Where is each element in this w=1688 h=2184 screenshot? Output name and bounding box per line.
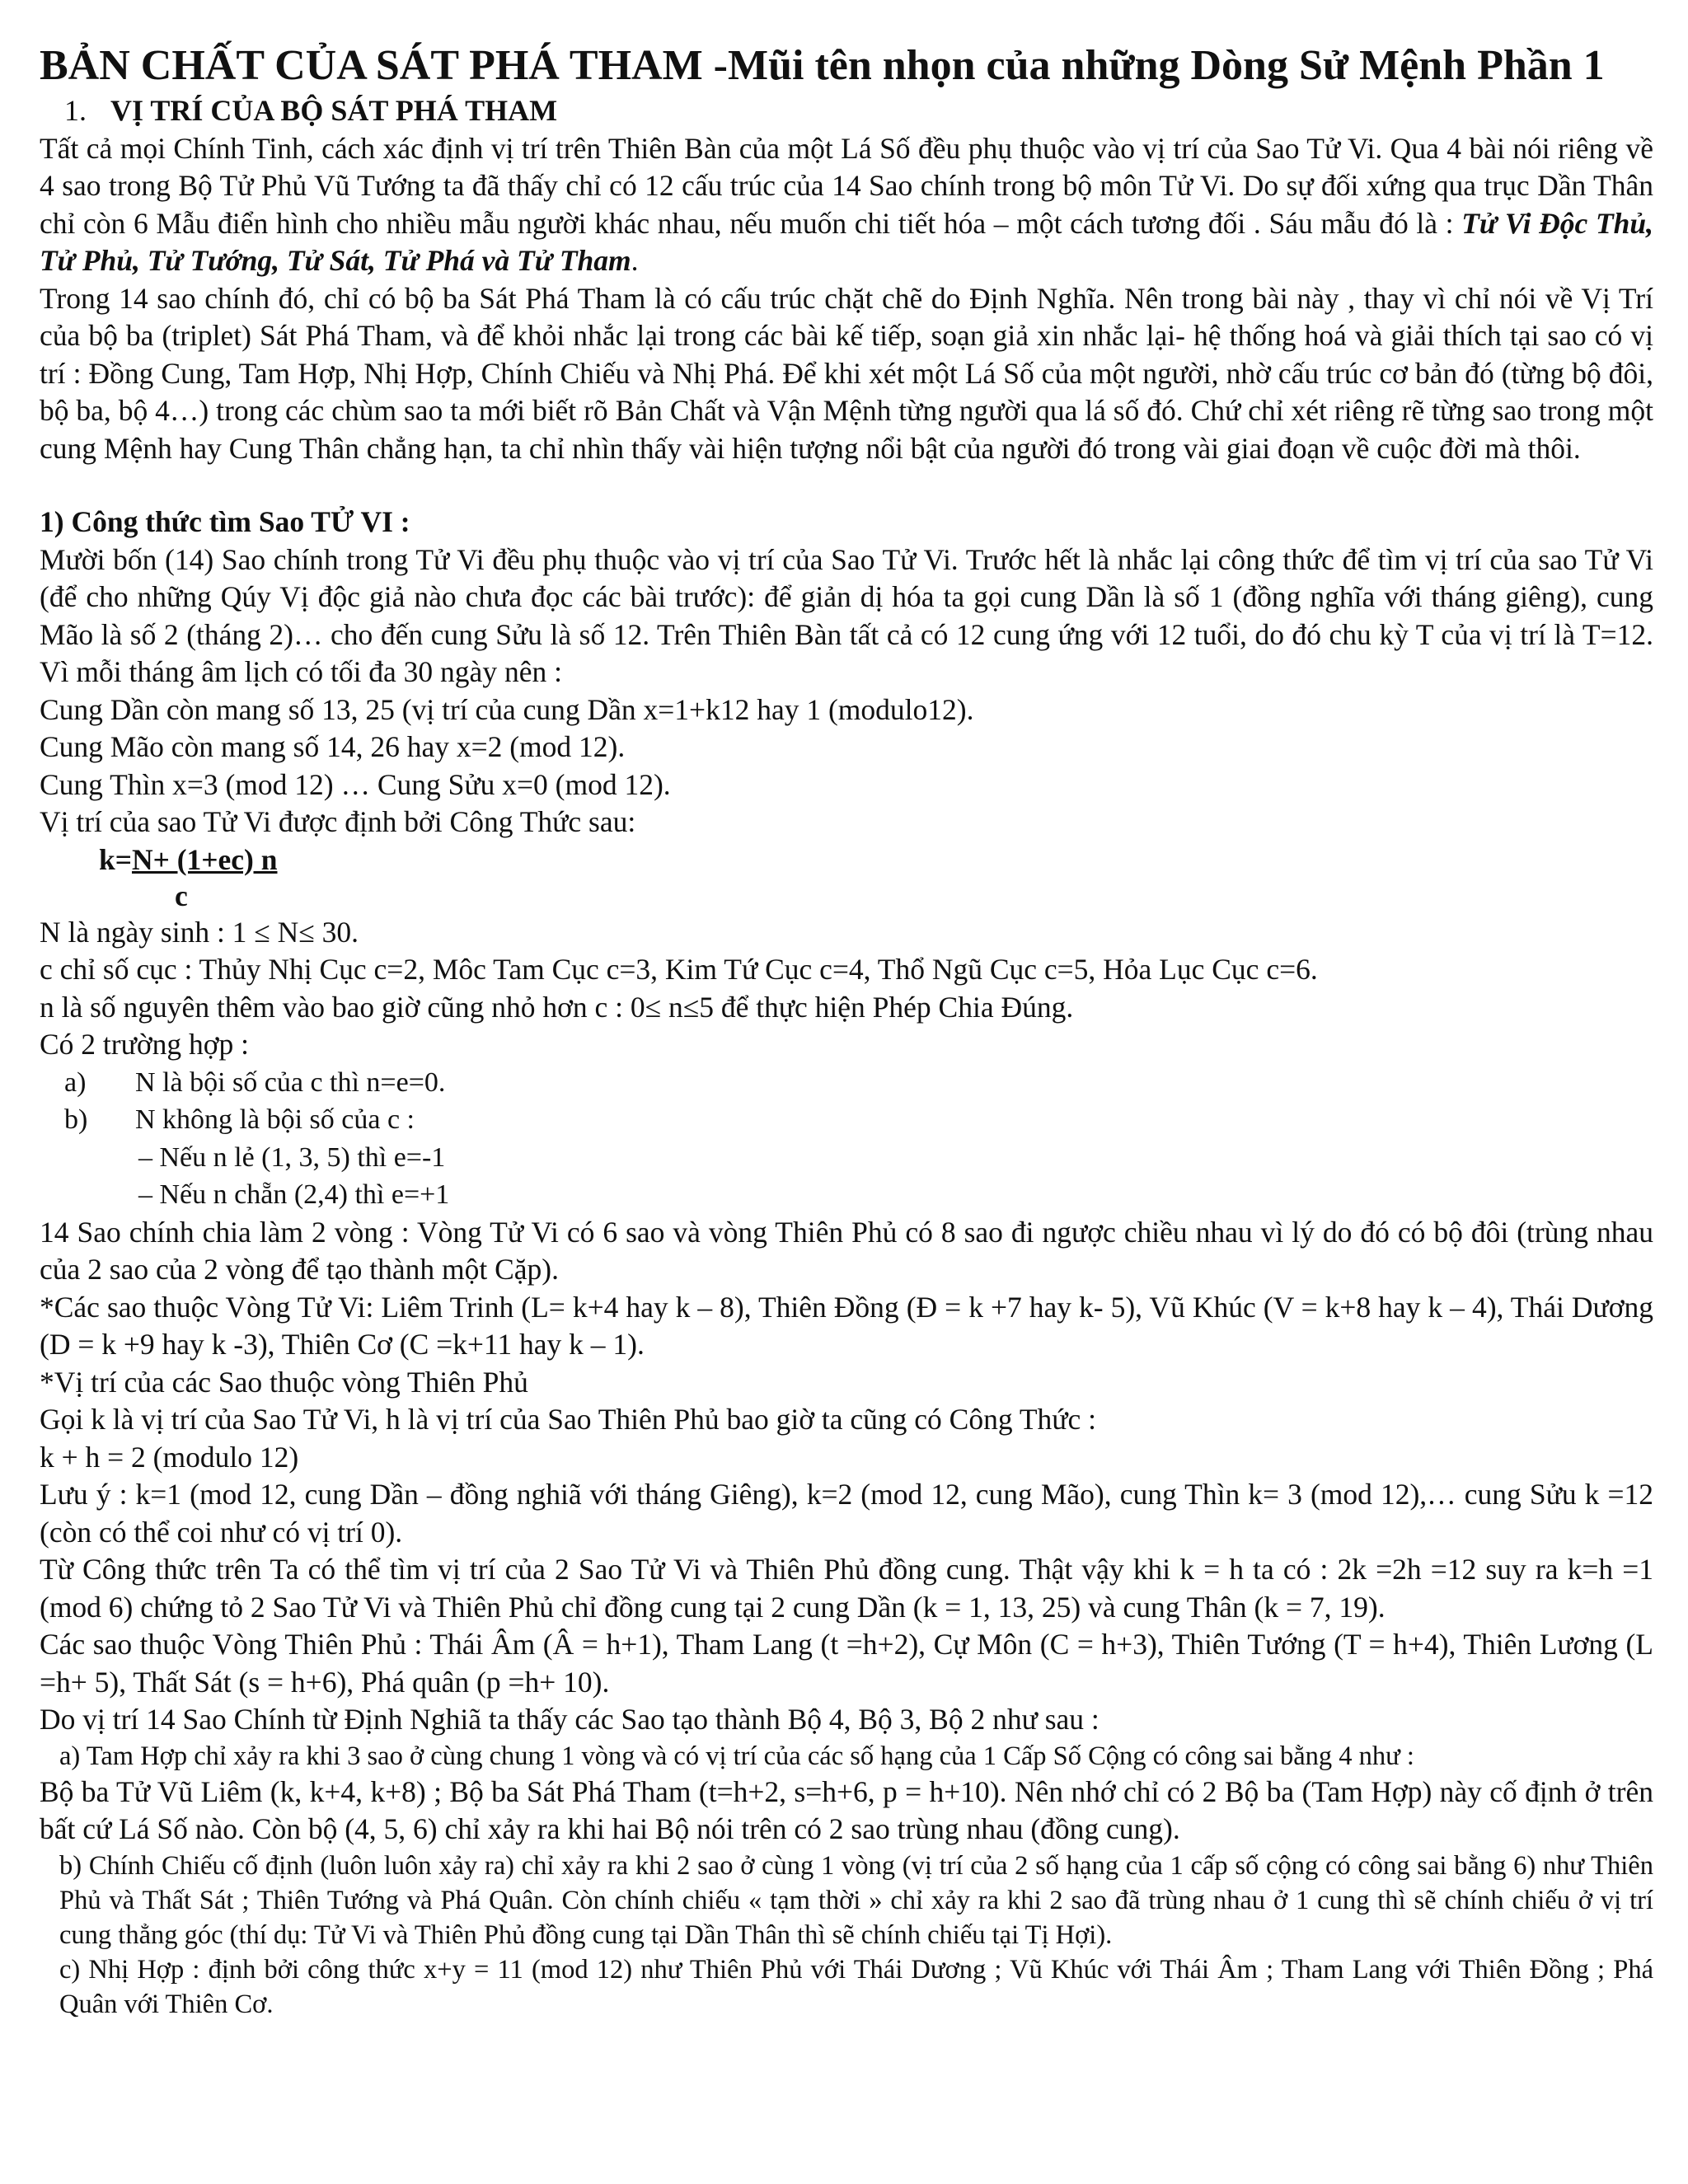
case-b-text: N không là bội số của c : bbox=[135, 1104, 415, 1135]
line-formula-lead: Vị trí của sao Tử Vi được định bởi Công Thức sau: bbox=[40, 805, 636, 838]
paragraph-luu-y: Lưu ý : k=1 (mod 12, cung Dần – đồng nghiã với tháng Giêng), k=2 (mod 12, cung Mão), cung Thìn k= 3 (mod 12),… cung Sửu k =12 (còn có thể coi như có vị trí 0). bbox=[40, 1478, 1653, 1549]
formula-numerator: N+ (1+ec) n bbox=[131, 842, 278, 876]
case-a-label: a) bbox=[64, 1066, 87, 1098]
formula-denominator: c bbox=[175, 879, 188, 912]
paragraph-thien-phu-stars: Các sao thuộc Vòng Thiên Phủ : Thái Âm (Â = h+1), Tham Lang (t =h+2), Cự Môn (C = h+3), Thiên Tướng (T = h+4), Thiên Lương (L =h+ 5), Thất Sát (s = h+6), Phá quân (p =h+ 10). bbox=[40, 1628, 1653, 1699]
line-so-nguyen: n là số nguyên thêm vào bao giờ cũng nhỏ hơn c : 0≤ n≤5 để thực hiện Phép Chia Đúng. bbox=[40, 990, 1074, 1024]
section-heading-text: VỊ TRÍ CỦA BỘ SÁT PHÁ THAM bbox=[110, 94, 558, 127]
line-k-plus-h: k + h = 2 (modulo 12) bbox=[40, 1440, 299, 1474]
case-b-odd: – Nếu n lẻ (1, 3, 5) thì e=-1 bbox=[138, 1141, 446, 1173]
paragraph-two-rings: 14 Sao chính chia làm 2 vòng : Vòng Tử Vi có 6 sao và vòng Thiên Phủ có 8 sao đi ngược chiều nhau vì lý do đó có bộ đôi (trùng nhau của 2 sao của 2 vòng để tạo thành một Cặp). bbox=[40, 1215, 1653, 1286]
case-b bbox=[40, 1101, 1653, 1139]
line-groups: Do vị trí 14 Sao Chính từ Định Nghiã ta thấy các Sao tạo thành Bộ 4, Bộ 3, Bộ 2 như sau : bbox=[40, 1703, 1100, 1736]
paragraph-structure: Trong 14 sao chính đó, chỉ có bộ ba Sát Phá Tham là có cấu trúc chặt chẽ do Định Nghĩa. Nên trong bài này , thay vì chỉ nói về Vị Trí của bộ ba (triplet) Sát Phá Tham, và để khỏi nhắc lại trong các bài kế tiếp, soạn giả xin nhắc lại- hệ thống hoá và giải thích tại sao có vị trí : Đồng Cung, Tam Hợp, Nhị Hợp, Chính Chiếu và Nhị Phá. Để khi xét một Lá Số của một người, nhờ cấu trúc cơ bản đó (từng bộ đôi, bộ ba, bộ 4…) trong các chùm sao ta mới biết rõ Bản Chất và Vận Mệnh từng người qua lá số đó. Chứ chỉ xét riêng rẽ từng sao trong một cung Mệnh hay Cung Thân chẳng hạn, ta chỉ nhìn thấy vài hiện tượng nổi bật của người đó trong vài giai đoạn về cuộc đời mà thôi. bbox=[40, 281, 1653, 465]
line-so-cuc: c chỉ số cục : Thủy Nhị Cục c=2, Môc Tam Cục c=3, Kim Tứ Cục c=4, Thổ Ngũ Cục c=5, Hỏa Lục Cục c=6. bbox=[40, 953, 1318, 986]
item-nhi-hop: c) Nhị Hợp : định bởi công thức x+y = 11 (mod 12) như Thiên Phủ với Thái Dương ; Vũ Khúc với Thái Âm ; Tham Lang với Thiên Đồng ; Phá Quân với Thiên Cơ. bbox=[59, 1954, 1653, 2019]
line-ngay-sinh: N là ngày sinh : 1 ≤ N≤ 30. bbox=[40, 915, 359, 949]
tu-vi-formula bbox=[40, 841, 1653, 914]
six-patterns-emphasis: Tử Vi Độc Thủ, Tử Phủ, Tử Tướng, Tử Sát, Tử Phá và Tử Tham bbox=[40, 206, 1653, 277]
line-thien-phu-ring: *Vị trí của các Sao thuộc vòng Thiên Phủ bbox=[40, 1365, 528, 1399]
case-a-text: N là bội số của c thì n=e=0. bbox=[135, 1066, 446, 1098]
line-cung-mao: Cung Mão còn mang số 14, 26 hay x=2 (mod 12). bbox=[40, 730, 626, 763]
subsection-heading: 1) Công thức tìm Sao TỬ VI : bbox=[40, 505, 410, 538]
case-b-label: b) bbox=[64, 1104, 88, 1135]
line-hai-truong-hop: Có 2 trường hợp : bbox=[40, 1028, 250, 1061]
line-define-k-h: Gọi k là vị trí của Sao Tử Vi, h là vị trí của Sao Thiên Phủ bao giờ ta cũng có Công Thức : bbox=[40, 1403, 1096, 1436]
case-a bbox=[40, 1064, 1653, 1102]
paragraph-formula-intro: Mười bốn (14) Sao chính trong Tử Vi đều phụ thuộc vào vị trí của Sao Tử Vi. Trước hết là nhắc lại công thức để tìm vị trí của sao Tử Vi (để cho những Qúy Vị độc giả nào chưa đọc các bài trước): để giản dị hóa ta gọi cung Dần là số 1 (đồng nghĩa với tháng giêng), cung Mão là số 2 (tháng 2)… cho đến cung Sửu là số 12. Trên Thiên Bàn tất cả có 12 cung ứng với 12 tuổi, do đó chu kỳ T của vị trí là T=12. Vì mỗi tháng âm lịch có tối đa 30 ngày nên : bbox=[40, 542, 1653, 688]
line-cung-dan: Cung Dần còn mang số 13, 25 (vị trí của cung Dần x=1+k12 hay 1 (modulo12). bbox=[40, 692, 974, 726]
intro-end: . bbox=[631, 244, 639, 277]
line-cung-thin: Cung Thìn x=3 (mod 12) … Cung Sửu x=0 (mod 12). bbox=[40, 767, 671, 801]
intro-text: Tất cả mọi Chính Tinh, cách xác định vị trí trên Thiên Bàn của một Lá Số đều phụ thuộc vào vị trí của Sao Tử Vi. Qua 4 bài nói riêng về 4 sao trong Bộ Tử Phủ Vũ Tướng ta đã thấy chỉ có 12 cấu trúc của 14 Sao chính trong bộ môn Tử Vi. Do sự đối xứng qua trục Dần Thân chỉ còn 6 Mẫu điển hình cho nhiều mẫu người khác nhau, nếu muốn chi tiết hóa – một cách tương đối . Sáu mẫu đó là : bbox=[40, 131, 1653, 240]
item-chinh-chieu: b) Chính Chiếu cố định (luôn luôn xảy ra) chỉ xảy ra khi 2 sao ở cùng 1 vòng (vị trí của 2 số hạng của 1 cấp số cộng có công sai bằng 6) như Thiên Phủ và Thất Sát ; Thiên Tướng và Phá Quân. Còn chính chiếu « tạm thời » chỉ xảy ra khi 2 sao đã trùng nhau ở 1 cung thì sẽ chính chiếu ở vị trí cung thẳng góc (thí dụ: Tử Vi và Thiên Phủ đồng cung tại Dần Thân thì sẽ chính chiếu tại Tị Hợi). bbox=[59, 1850, 1653, 1950]
spacer bbox=[40, 467, 1653, 504]
item-tam-hop: a) Tam Hợp chỉ xảy ra khi 3 sao ở cùng chung 1 vòng và có vị trí của các số hạng của 1 Cấp Số Cộng có công sai bằng 4 như : bbox=[59, 1741, 1414, 1771]
case-b-even: – Nếu n chẵn (2,4) thì e=+1 bbox=[138, 1179, 450, 1210]
section-number: 1. bbox=[64, 94, 87, 127]
paragraph-bo-ba: Bộ ba Tử Vũ Liêm (k, k+4, k+8) ; Bộ ba Sát Phá Tham (t=h+2, s=h+6, p = h+10). Nên nhớ chỉ có 2 Bộ ba (Tam Hợp) này cố định ở trên bất cứ Lá Số nào. Còn bộ (4, 5, 6) chỉ xảy ra khi hai Bộ nói trên có 2 sao trùng nhau (đồng cung). bbox=[40, 1774, 1653, 1845]
formula-lhs: k= bbox=[99, 842, 132, 876]
paragraph-dong-cung: Từ Công thức trên Ta có thể tìm vị trí của 2 Sao Tử Vi và Thiên Phủ đồng cung. Thật vậy khi k = h ta có : 2k =2h =12 suy ra k=h =1 (mod 6) chứng tỏ 2 Sao Tử Vi và Thiên Phủ chỉ đồng cung tại 2 cung Dần (k = 1, 13, 25) và cung Thân (k = 7, 19). bbox=[40, 1553, 1653, 1624]
section-heading-1 bbox=[40, 92, 1653, 130]
paragraph-intro bbox=[40, 130, 1653, 280]
document-title: BẢN CHẤT CỦA SÁT PHÁ THAM -Mũi tên nhọn của những Dòng Sử Mệnh Phần 1 bbox=[40, 42, 1605, 89]
paragraph-tu-vi-ring: *Các sao thuộc Vòng Tử Vi: Liêm Trinh (L= k+4 hay k – 8), Thiên Đồng (Đ = k +7 hay k- 5), Vũ Khúc (V = k+8 hay k – 4), Thái Dương (D = k +9 hay k -3), Thiên Cơ (C =k+11 hay k – 1). bbox=[40, 1290, 1653, 1361]
